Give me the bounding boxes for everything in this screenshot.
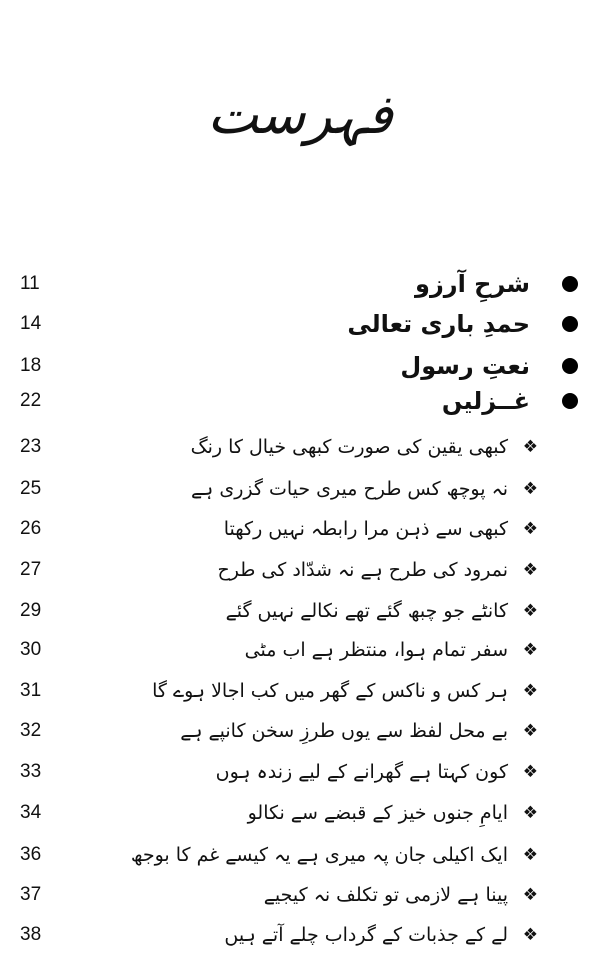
section-title: حمدِ باری تعالی: [347, 310, 530, 338]
diamond-bullet-icon: ❖: [522, 885, 538, 905]
page-number: 38: [20, 924, 42, 945]
toc-ghazal-row[interactable]: [0, 472, 600, 506]
toc-ghazal-row[interactable]: [0, 512, 600, 546]
page-number: 31: [20, 680, 42, 701]
bullet-dot-icon: [562, 316, 578, 332]
bullet-dot-icon: [562, 358, 578, 374]
page-number: 32: [20, 720, 42, 741]
toc-ghazal-row[interactable]: [0, 918, 600, 952]
diamond-bullet-icon: ❖: [522, 601, 538, 621]
toc-ghazal-row[interactable]: [0, 553, 600, 587]
page-number: 29: [20, 600, 42, 621]
toc-ghazal-row[interactable]: [0, 594, 600, 628]
ghazal-title: نمرود کی طرح ہے نہ شدّاد کی طرح: [217, 559, 508, 581]
ghazal-title: پینا ہے لازمی تو تکلف نہ کیجیے: [263, 884, 508, 906]
diamond-bullet-icon: ❖: [522, 479, 538, 499]
toc-ghazal-row[interactable]: [0, 796, 600, 830]
ghazal-title: ہر کس و ناکس کے گھر میں کب اجالا ہوے گا: [152, 680, 508, 702]
page-number: 37: [20, 884, 42, 905]
diamond-bullet-icon: ❖: [522, 437, 538, 457]
bullet-dot-icon: [562, 276, 578, 292]
ghazal-title: نہ پوچھ کس طرح میری حیات گزری ہے: [191, 478, 508, 500]
diamond-bullet-icon: ❖: [522, 762, 538, 782]
page-number: 25: [20, 478, 42, 499]
ghazal-title: ایک اکیلی جان پہ میری ہے یہ کیسے غم کا بوجھ: [130, 844, 508, 866]
diamond-bullet-icon: ❖: [522, 803, 538, 823]
ghazal-title: ایامِ جنوں خیز کے قبضے سے نکالو: [247, 802, 508, 824]
diamond-bullet-icon: ❖: [522, 640, 538, 660]
page-number: 36: [20, 844, 42, 865]
ghazal-title: لے کے جذبات کے گرداب چلے آتے ہیں: [224, 924, 508, 946]
diamond-bullet-icon: ❖: [522, 681, 538, 701]
toc-ghazal-row[interactable]: [0, 633, 600, 667]
page-number: 22: [20, 390, 42, 411]
page-title: فہرست: [207, 83, 393, 146]
diamond-bullet-icon: ❖: [522, 925, 538, 945]
section-title: نعتِ رسول: [400, 352, 530, 380]
page-number: 34: [20, 802, 42, 823]
page-number: 30: [20, 639, 42, 660]
page-number: 18: [20, 355, 42, 376]
ghazal-title: بے محل لفظ سے یوں طرزِ سخن کانپے ہے: [180, 720, 508, 742]
page-number: 11: [20, 273, 40, 294]
ghazal-title: سفر تمام ہوا، منتظر ہے اب مٹی: [244, 639, 508, 661]
ghazal-title: کبھی یقین کی صورت کبھی خیال کا رنگ: [190, 436, 508, 458]
toc-ghazal-row[interactable]: [0, 878, 600, 912]
toc-section-row[interactable]: [0, 384, 600, 418]
toc-section-row[interactable]: [0, 349, 600, 383]
toc-ghazal-row[interactable]: [0, 838, 600, 872]
toc-ghazal-row[interactable]: [0, 430, 600, 464]
page-number: 14: [20, 313, 42, 334]
page-number: 33: [20, 761, 42, 782]
page-number: 27: [20, 559, 42, 580]
ghazal-title: کبھی سے ذہن مرا رابطہ نہیں رکھتا: [223, 518, 508, 540]
bullet-dot-icon: [562, 393, 578, 409]
section-title: شرحِ آرزو: [415, 270, 530, 298]
diamond-bullet-icon: ❖: [522, 519, 538, 539]
page-number: 23: [20, 436, 42, 457]
toc-ghazal-row[interactable]: [0, 674, 600, 708]
toc-ghazal-row[interactable]: [0, 714, 600, 748]
toc-section-row[interactable]: [0, 307, 600, 341]
section-title: غــزلیں: [441, 387, 530, 415]
diamond-bullet-icon: ❖: [522, 845, 538, 865]
ghazal-title: کون کہتا ہے گھرانے کے لیے زندہ ہوں: [215, 761, 508, 783]
page-number: 26: [20, 518, 42, 539]
diamond-bullet-icon: ❖: [522, 721, 538, 741]
toc-section-row[interactable]: [0, 267, 600, 301]
toc-ghazal-row[interactable]: [0, 755, 600, 789]
diamond-bullet-icon: ❖: [522, 560, 538, 580]
ghazal-title: کانٹے جو چبھ گئے تھے نکالے نہیں گئے: [225, 600, 508, 622]
